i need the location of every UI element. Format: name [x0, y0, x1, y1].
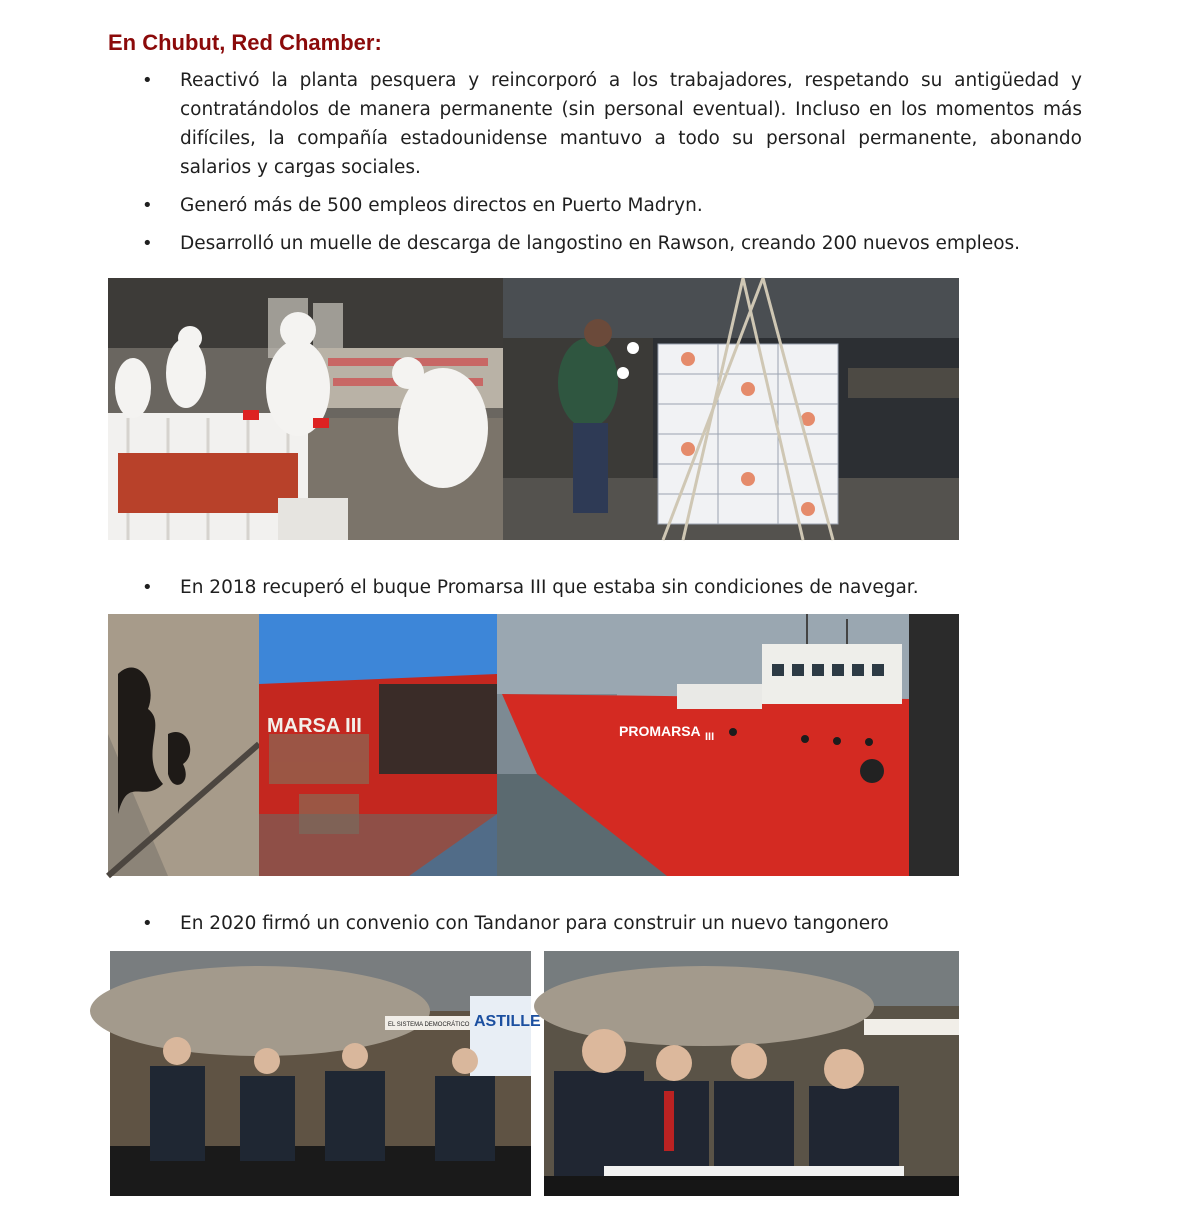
plant-workers-photo: [108, 278, 503, 540]
ship-hull-name-text: PROMARSA: [619, 723, 701, 739]
rusted-hull-closeup-photo: [108, 614, 259, 876]
section-heading: En Chubut, Red Chamber:: [108, 30, 382, 55]
ship-hull-number-text: III: [705, 731, 715, 743]
dock-unloading-photo: [503, 278, 959, 540]
achievements-list: [140, 66, 1082, 267]
list-item: [140, 909, 1082, 938]
list-item-text: Desarrolló un muelle de descarga de langostino en Rawson, creando 200 nuevos empleos.: [180, 233, 1021, 254]
list-item: [140, 229, 1082, 258]
bullet-icon: •: [142, 913, 153, 934]
list-item-text: Generó más de 500 empleos directos en Puerto Madryn.: [180, 195, 703, 216]
bullet-icon: •: [142, 233, 153, 254]
banner-astillero-text: ASTILLE: [474, 1013, 541, 1030]
list-item: [140, 66, 1082, 182]
bullet-icon: •: [142, 70, 153, 91]
list-item-text: Reactivó la planta pesquera y reincorporó a los trabajadores, respetando su antigüedad y contratándolos de manera permanente (sin personal eventual). Incluso en los momentos más difíciles, la compañía estadounidense mantuvo a todo su personal permanente, abonando salarios y cargas sociales.: [180, 70, 1082, 178]
rusted-bow-photo: [259, 614, 497, 876]
list-item: [140, 573, 1082, 602]
bullet-icon: •: [142, 195, 153, 216]
list-item-text: En 2018 recuperó el buque Promarsa III que estaba sin condiciones de navegar.: [180, 577, 919, 598]
ship-list: [140, 573, 1082, 611]
tandanor-list: [140, 909, 1082, 947]
banner-sign-text: EL SISTEMA DEMOCRÁTICO: [388, 1022, 470, 1028]
shipyard-speech-photo: [110, 951, 541, 1196]
list-item-text: En 2020 firmó un convenio con Tandanor para construir un nuevo tangonero: [180, 913, 889, 934]
restored-ship-photo: [497, 614, 959, 876]
agreement-signing-photo: [544, 951, 959, 1196]
list-item: [140, 191, 1082, 220]
rusted-hull-name-text: MARSA III: [267, 715, 362, 737]
bullet-icon: •: [142, 577, 153, 598]
